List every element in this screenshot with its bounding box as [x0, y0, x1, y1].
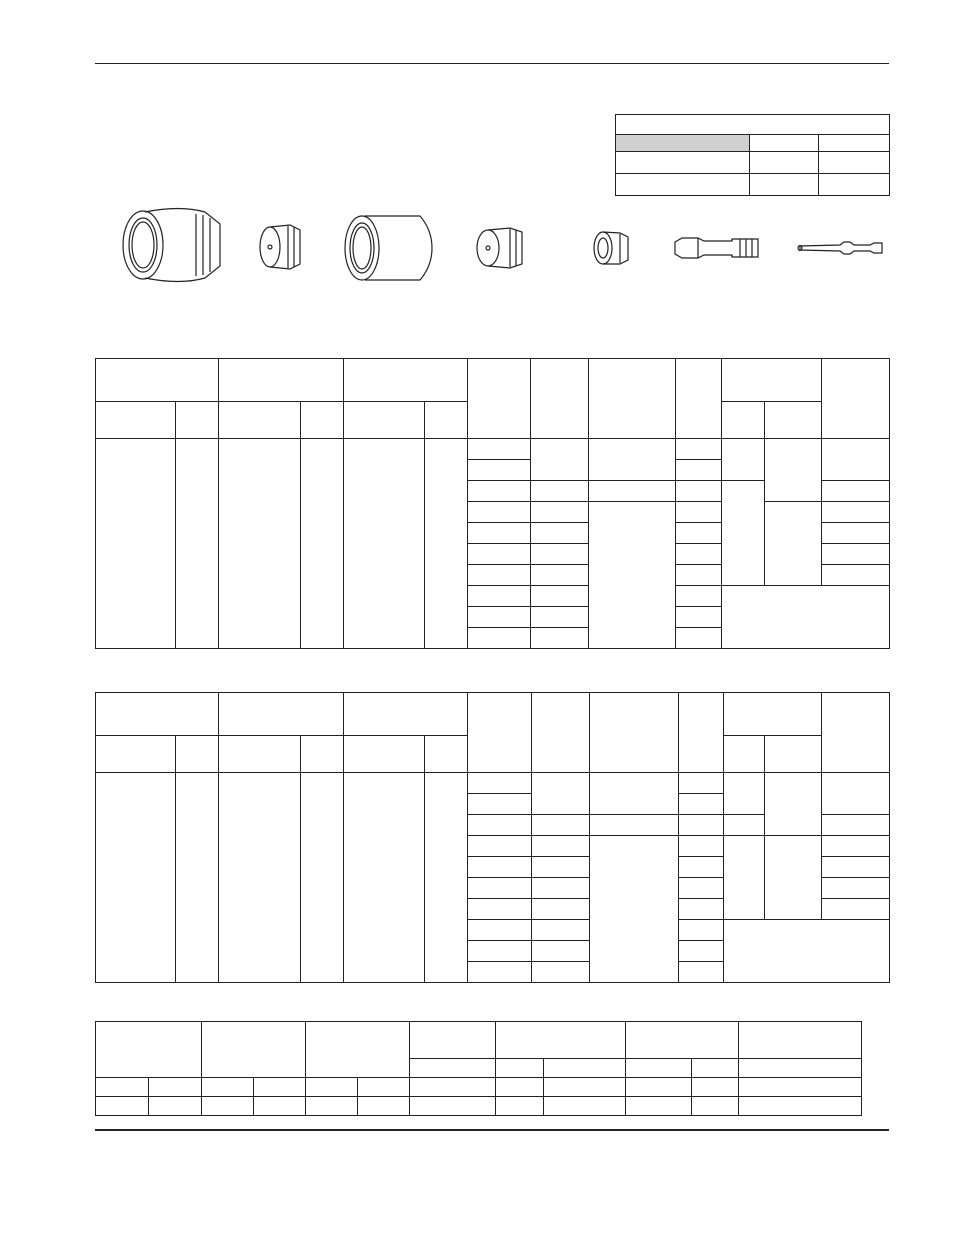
table-cell: [468, 920, 532, 941]
table-cell: [306, 1022, 410, 1078]
table-cell: [176, 773, 219, 983]
table-row: [96, 359, 890, 402]
table-cell: [532, 899, 590, 920]
table-cell: [531, 502, 589, 523]
reference-table: [615, 114, 890, 196]
table-cell: [468, 962, 532, 983]
table-cell: [532, 962, 590, 983]
table-cell: [765, 836, 822, 920]
table-cell: [410, 1022, 496, 1059]
table-cell: [589, 481, 676, 502]
table-cell: [724, 736, 765, 773]
table-cell: [532, 878, 590, 899]
table-cell: [590, 836, 679, 983]
table-cell: [590, 815, 679, 836]
table-cell: [676, 586, 722, 607]
table-cell: [679, 794, 724, 815]
table-cell: [765, 773, 822, 836]
table-cell: [589, 439, 676, 481]
table-cell: [468, 794, 532, 815]
header-rule: [95, 63, 889, 64]
table-cell: [306, 1078, 358, 1097]
table-cell: [532, 773, 590, 815]
table-cell: [679, 857, 724, 878]
table-cell: [468, 544, 531, 565]
table-cell: [344, 402, 425, 439]
table-cell: [301, 402, 344, 439]
table-cell: [819, 135, 890, 152]
table-cell: [822, 857, 890, 878]
table-cell: [626, 1078, 692, 1097]
table-cell: [532, 836, 590, 857]
table-cell: [765, 439, 822, 502]
table-row: [616, 135, 890, 152]
table-cell: [532, 693, 590, 773]
retaining-cap-icon: [345, 216, 432, 280]
table-cell: [468, 481, 531, 502]
table-cell: [822, 502, 890, 523]
table-cell: [822, 544, 890, 565]
cut-chart-table-2: [95, 692, 890, 983]
table-cell: [676, 607, 722, 628]
footer-rule: [95, 1129, 889, 1131]
table-cell: [676, 460, 722, 481]
table-cell: [301, 439, 344, 649]
table-cell: [679, 962, 724, 983]
table-cell: [344, 439, 425, 649]
table-cell: [358, 1097, 410, 1116]
table-cell: [344, 693, 468, 736]
table-row: [96, 1022, 862, 1059]
table-cell: [739, 1059, 862, 1078]
table-cell: [722, 359, 822, 402]
table-cell: [822, 693, 890, 773]
table-cell: [750, 152, 819, 174]
table-cell: [531, 481, 589, 502]
table-cell: [202, 1022, 306, 1078]
table-cell: [301, 736, 344, 773]
table-cell: [822, 359, 890, 439]
table-cell: [544, 1078, 626, 1097]
table-cell: [468, 941, 532, 962]
table-cell: [425, 439, 468, 649]
table-cell: [96, 1097, 149, 1116]
table-cell: [358, 1078, 410, 1097]
table-cell: [425, 402, 468, 439]
table-cell: [724, 693, 822, 736]
table-cell: [676, 523, 722, 544]
table-cell: [219, 773, 301, 983]
table-row: [96, 1078, 862, 1097]
table-cell: [468, 565, 531, 586]
table-cell: [176, 736, 219, 773]
table-cell: [616, 135, 750, 152]
table-cell: [739, 1097, 862, 1116]
table-cell: [590, 773, 679, 815]
table-row: [616, 115, 890, 135]
table-cell: [616, 152, 750, 174]
table-cell: [468, 773, 532, 794]
table-cell: [344, 359, 468, 402]
table-cell: [676, 544, 722, 565]
electrode-icon: [675, 238, 758, 258]
table-cell: [468, 628, 531, 649]
table-cell: [306, 1097, 358, 1116]
table-cell: [531, 607, 589, 628]
table-cell: [96, 1022, 202, 1078]
table-cell: [496, 1022, 626, 1059]
table-cell: [468, 836, 532, 857]
table-cell: [626, 1022, 739, 1059]
table-row: [96, 693, 890, 736]
table-cell: [219, 439, 301, 649]
table-cell: [410, 1097, 496, 1116]
table-cell: [626, 1059, 692, 1078]
table-cell: [202, 1078, 254, 1097]
nozzle-icon: [477, 228, 522, 268]
table-cell: [425, 773, 468, 983]
table-cell: [425, 736, 468, 773]
table-row: [616, 152, 890, 174]
table-cell: [468, 359, 531, 439]
table-cell: [468, 502, 531, 523]
table-cell: [344, 773, 425, 983]
table-cell: [679, 941, 724, 962]
table-cell: [468, 899, 532, 920]
table-cell: [344, 736, 425, 773]
table-cell: [96, 736, 176, 773]
table-cell: [676, 628, 722, 649]
table-cell: [468, 857, 532, 878]
table-cell: [590, 693, 679, 773]
table-cell: [679, 899, 724, 920]
table-cell: [176, 402, 219, 439]
table-cell: [822, 439, 890, 481]
shield-cap-icon: [260, 225, 300, 269]
table-row: [96, 439, 890, 460]
table-cell: [149, 1097, 202, 1116]
table-cell: [765, 502, 822, 586]
table-cell: [96, 402, 176, 439]
shield-icon: [123, 209, 220, 282]
table-cell: [531, 439, 589, 481]
table-cell: [531, 359, 589, 439]
table-cell: [722, 586, 890, 649]
table-cell: [531, 628, 589, 649]
table-cell: [679, 815, 724, 836]
table-cell: [531, 586, 589, 607]
table-cell: [219, 359, 344, 402]
table-cell: [468, 439, 531, 460]
table-cell: [692, 1097, 739, 1116]
table-cell: [676, 565, 722, 586]
table-cell: [531, 544, 589, 565]
table-cell: [468, 878, 532, 899]
table-cell: [468, 523, 531, 544]
table-cell: [532, 920, 590, 941]
table-cell: [96, 773, 176, 983]
table-cell: [750, 135, 819, 152]
table-cell: [822, 481, 890, 502]
table-cell: [149, 1078, 202, 1097]
table-cell: [722, 402, 765, 439]
table-cell: [176, 439, 219, 649]
table-cell: [544, 1059, 626, 1078]
table-cell: [822, 565, 890, 586]
table-cell: [822, 523, 890, 544]
table-cell: [822, 815, 890, 836]
table-row: [616, 174, 890, 196]
water-tube-icon: [798, 242, 882, 254]
table-cell: [616, 174, 750, 196]
table-cell: [819, 174, 890, 196]
table-cell: [679, 773, 724, 794]
table-cell: [724, 815, 765, 836]
table-cell: [822, 836, 890, 857]
table-cell: [254, 1097, 306, 1116]
table-cell: [822, 878, 890, 899]
table-cell: [468, 460, 531, 481]
table-cell: [468, 815, 532, 836]
swirl-ring-icon: [594, 232, 628, 264]
table-cell: [676, 502, 722, 523]
table-cell: [679, 836, 724, 857]
table-cell: [410, 1059, 496, 1078]
table-cell: [739, 1078, 862, 1097]
table-cell: [750, 174, 819, 196]
consumables-illustration: [110, 200, 890, 290]
table-cell: [532, 857, 590, 878]
table-cell: [589, 359, 676, 439]
table-cell: [532, 941, 590, 962]
table-cell: [96, 439, 176, 649]
table-cell: [496, 1078, 544, 1097]
table-cell: [765, 402, 822, 439]
table-cell: [722, 439, 765, 481]
table-cell: [692, 1078, 739, 1097]
table-row: [96, 1097, 862, 1116]
table-cell: [219, 693, 344, 736]
table-cell: [301, 773, 344, 983]
table-cell: [819, 152, 890, 174]
table-cell: [468, 586, 531, 607]
table-cell: [410, 1078, 496, 1097]
table-cell: [496, 1097, 544, 1116]
table-cell: [532, 815, 590, 836]
table-cell: [679, 878, 724, 899]
table-cell: [679, 920, 724, 941]
table-cell: [531, 565, 589, 586]
cut-chart-table-1: [95, 358, 890, 649]
table-cell: [96, 693, 219, 736]
table-cell: [679, 693, 724, 773]
table-cell: [254, 1078, 306, 1097]
table-cell: [219, 402, 301, 439]
summary-table: [95, 1021, 862, 1116]
table-cell: [626, 1097, 692, 1116]
table-cell: [692, 1059, 739, 1078]
table-cell: [544, 1097, 626, 1116]
table-cell: [722, 481, 765, 586]
table-cell: [496, 1059, 544, 1078]
table-cell: [676, 359, 722, 439]
table-cell: [219, 736, 301, 773]
table-cell: [468, 607, 531, 628]
table-cell: [616, 115, 890, 135]
table-cell: [676, 439, 722, 460]
table-cell: [822, 899, 890, 920]
table-cell: [96, 359, 219, 402]
table-cell: [531, 523, 589, 544]
table-row: [96, 773, 890, 794]
table-cell: [676, 481, 722, 502]
table-cell: [739, 1022, 862, 1059]
table-cell: [724, 920, 890, 983]
table-cell: [765, 736, 822, 773]
table-cell: [589, 502, 676, 649]
table-cell: [724, 836, 765, 920]
table-cell: [96, 1078, 149, 1097]
table-cell: [822, 773, 890, 815]
table-cell: [202, 1097, 254, 1116]
table-cell: [468, 693, 532, 773]
table-cell: [724, 773, 765, 815]
